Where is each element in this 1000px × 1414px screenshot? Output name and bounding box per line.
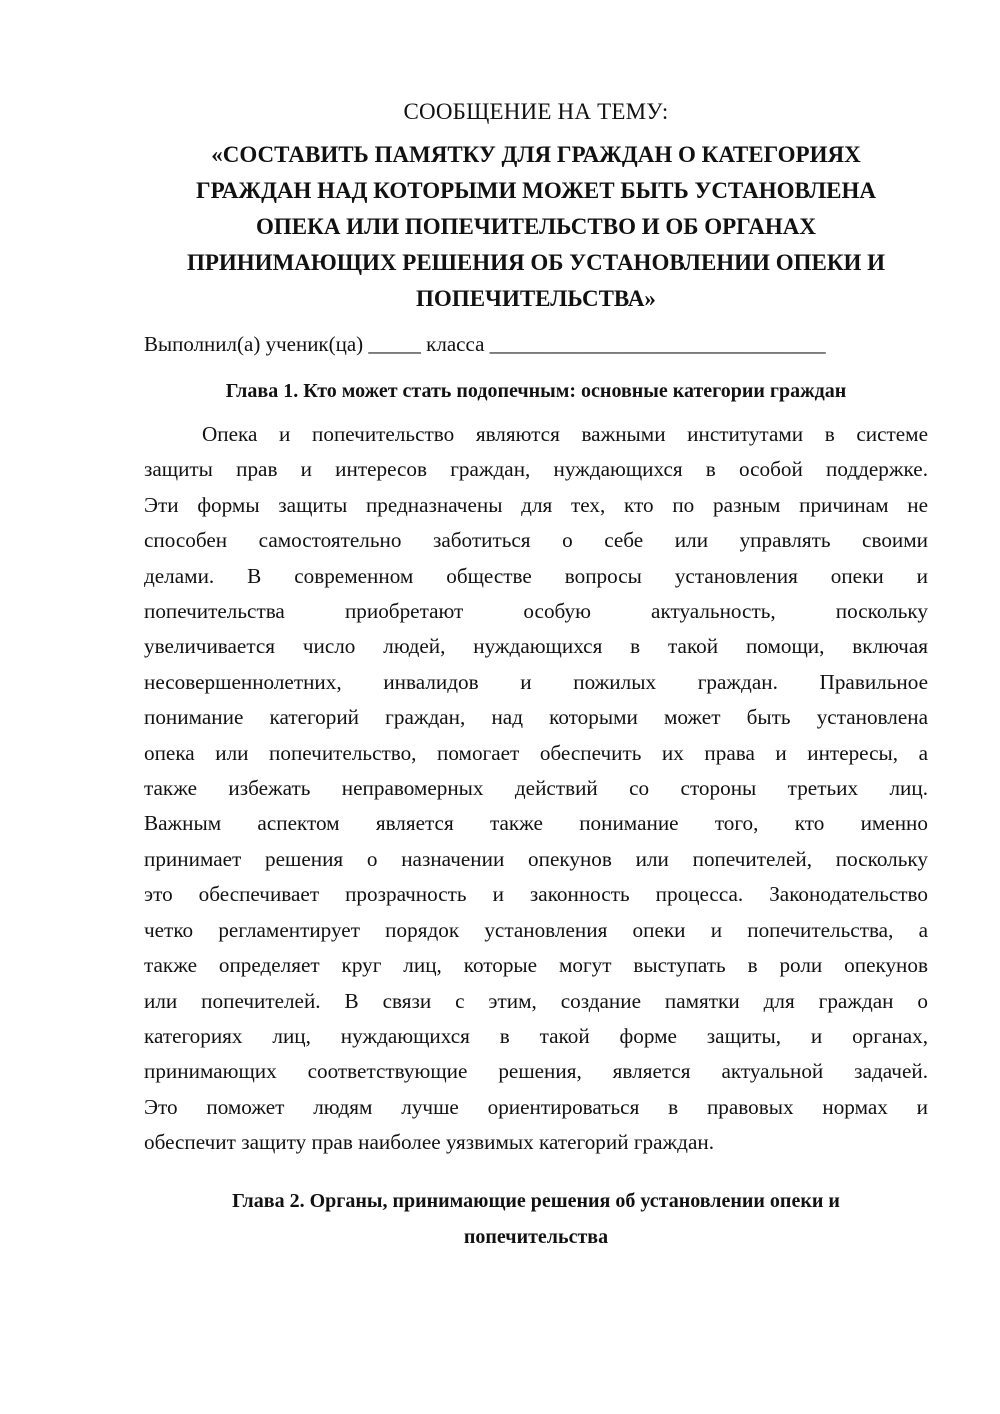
paragraph-line: принимающих соответствующие решения, является актуальной задачей. [144,1059,928,1084]
chapter-1-title [144,373,928,409]
paragraph-line: Опека и попечительство являются важными институтами в системе [202,422,928,446]
title-line: «СОСТАВИТЬ ПАМЯТКУ ДЛЯ ГРАЖДАН О КАТЕГОРИЯХ [211,142,861,167]
chapter-title-line: Глава 2. Органы, принимающие решения об установлении опеки и [232,1189,840,1212]
paragraph-line: способен самостоятельно заботиться о себе или управлять своими [144,528,928,553]
paragraph-line: это обеспечивает прозрачность и законность процесса. Законодательство [144,882,928,907]
paragraph-line: принимает решения о назначении опекунов или попечителей, поскольку [144,846,928,871]
paragraph-line: обеспечит защиту прав наиболее уязвимых категорий граждан. [144,1130,715,1155]
paragraph-line: опека или попечительство, помогает обеспечить их права и интересы, а [144,740,928,765]
paragraph-line: несовершеннолетних, инвалидов и пожилых граждан. Правильное [144,669,928,694]
chapter-title-line: Глава 1. Кто может стать подопечным: основные категории граждан [225,380,847,402]
paragraph-line: также избежать неправомерных действий со стороны третьих лиц. [144,776,928,801]
chapter-2-title [144,1183,928,1255]
paragraph-line: Важным аспектом является также понимание того, кто именно [144,811,928,836]
author-byline: Выполнил(а) ученик(ца) _____ класса ________________________________ [144,332,826,356]
paragraph-line: увеличивается число людей, нуждающихся в такой помощи, включая [144,634,928,659]
paragraph-line: или попечителей. В связи с этим, создание памятки для граждан о [144,988,928,1013]
title-line: ОПЕКА ИЛИ ПОПЕЧИТЕЛЬСТВО И ОБ ОРГАНАХ [256,214,816,239]
document-title [144,137,928,317]
chapter-1-paragraph [144,417,928,1161]
chapter-title-line: попечительства [463,1225,609,1248]
document-heading: СООБЩЕНИЕ НА ТЕМУ: [403,99,669,124]
title-line: ГРАЖДАН НАД КОТОРЫМИ МОЖЕТ БЫТЬ УСТАНОВЛЕНА [196,178,876,203]
paragraph-line: защиты прав и интересов граждан, нуждающихся в особой поддержке. [144,457,928,482]
paragraph-line: также определяет круг лиц, которые могут выступать в роли опекунов [144,953,928,978]
paragraph-line: категориях лиц, нуждающихся в такой форме защиты, и органах, [144,1023,928,1048]
paragraph-line: Эти формы защиты предназначены для тех, кто по разным причинам не [144,492,928,517]
paragraph-line: делами. В современном обществе вопросы установления опеки и [144,563,928,588]
title-line: ПОПЕЧИТЕЛЬСТВА» [416,286,656,311]
paragraph-line: четко регламентирует порядок установления опеки и попечительства, а [144,917,928,942]
paragraph-line: понимание категорий граждан, над которыми может быть установлена [144,705,928,730]
paragraph-line: Это поможет людям лучше ориентироваться в правовых нормах и [144,1094,928,1119]
paragraph-line: попечительства приобретают особую актуальность, поскольку [144,599,928,624]
title-line: ПРИНИМАЮЩИХ РЕШЕНИЯ ОБ УСТАНОВЛЕНИИ ОПЕКИ И [186,250,886,275]
